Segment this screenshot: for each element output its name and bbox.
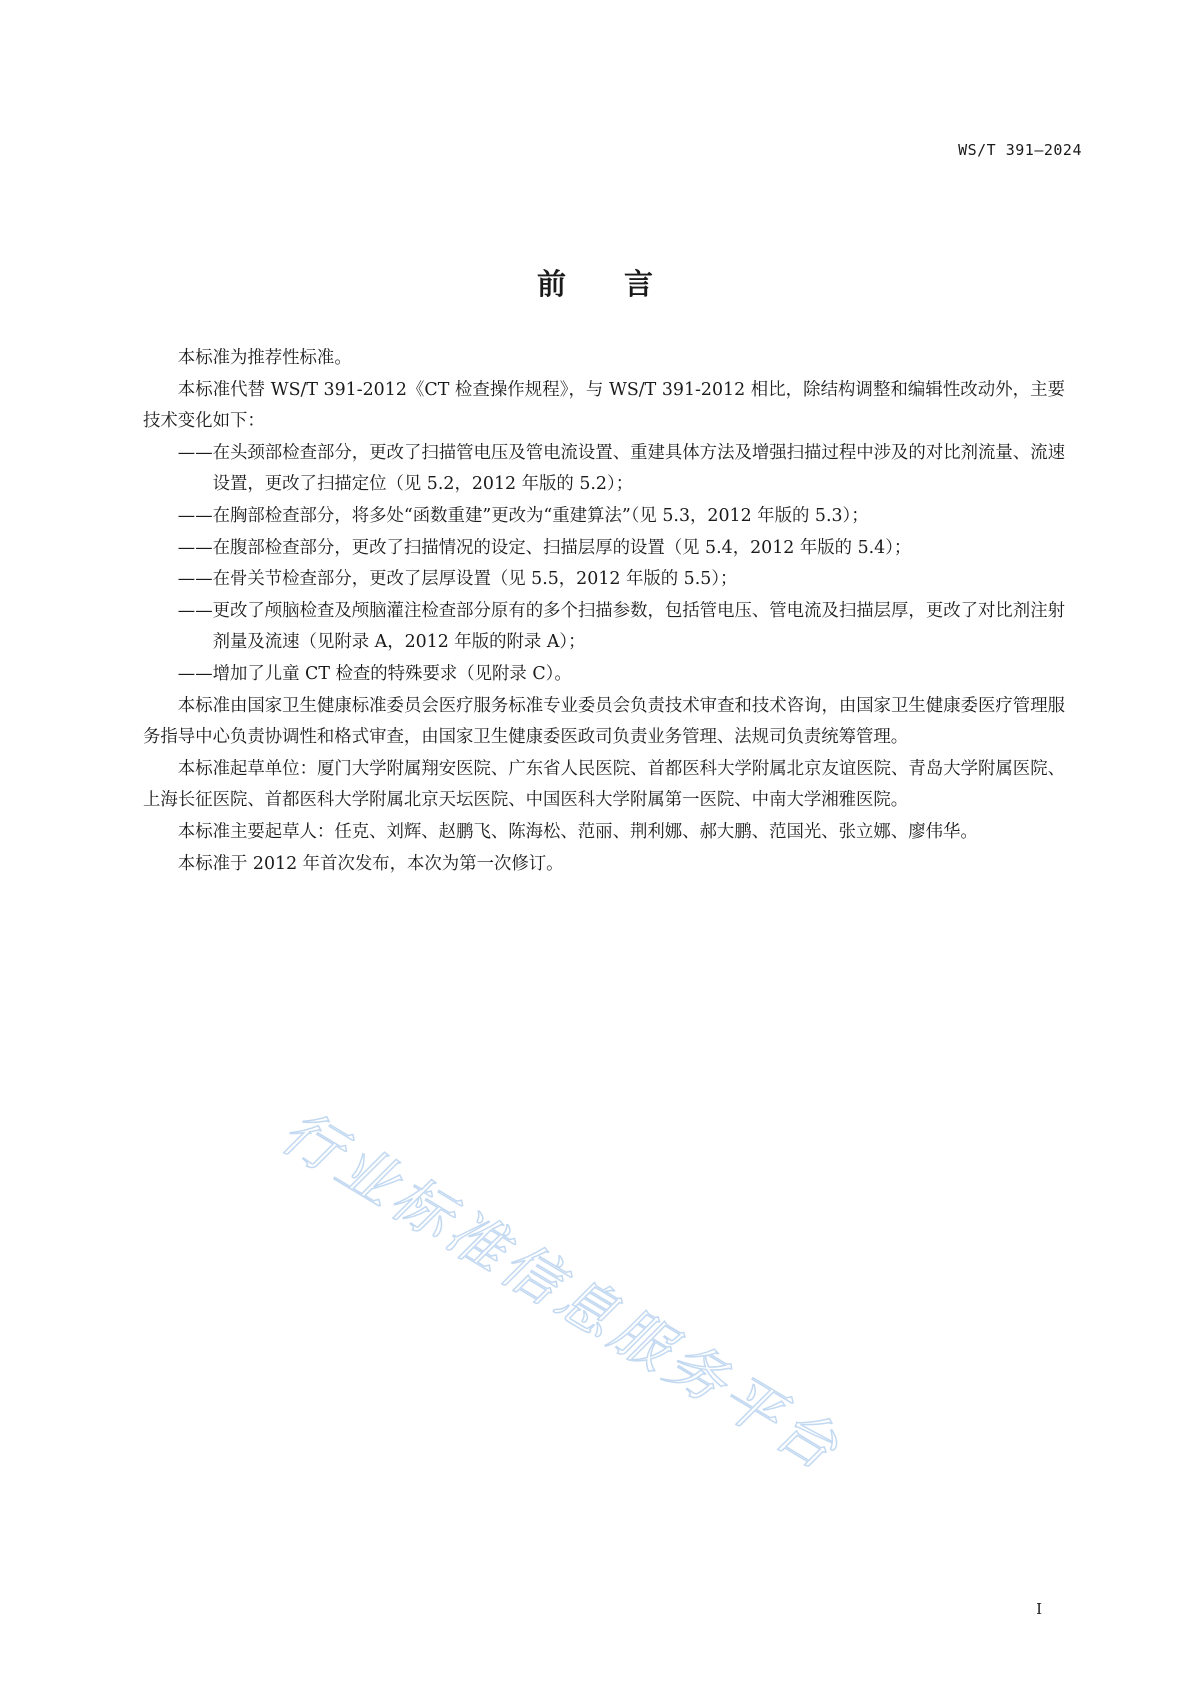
change-item: ——更改了颅脑检查及颅脑灌注检查部分原有的多个扫描参数，包括管电压、管电流及扫描层厚，更改了对比剂注射剂量及流速（见附录 A，2012 年版的附录 A）； — [177, 600, 1065, 653]
page-title: 前言 — [536, 267, 711, 301]
paragraph-recommended: 本标准为推荐性标准。 — [177, 348, 352, 368]
standard-code: WS/T 391—2024 — [958, 141, 1082, 159]
watermark: 行业标准信息服务平台 — [269, 1097, 854, 1486]
change-item: ——增加了儿童 CT 检查的特殊要求（见附录 C）。 — [177, 663, 572, 684]
page-number: I — [1036, 1600, 1042, 1618]
change-item: ——在骨关节检查部分，更改了层厚设置（见 5.5，2012 年版的 5.5）； — [177, 569, 738, 590]
document-body — [143, 343, 1065, 880]
paragraph-replacement: 本标准代替 WS/T 391-2012《CT 检查操作规程》，与 WS/T 391-2012 相比，除结构调整和编辑性改动外，主要技术变化如下： — [143, 379, 1065, 432]
change-item: ——在头颈部检查部分，更改了扫描管电压及管电流设置、重建具体方法及增强扫描过程中涉及的对比剂流量、流速设置，更改了扫描定位（见 5.2，2012 年版的 5.2）； — [177, 442, 1065, 495]
paragraph-drafting-units: 本标准起草单位：厦门大学附属翔安医院、广东省人民医院、首都医科大学附属北京友谊医院、青岛大学附属医院、上海长征医院、首都医科大学附属北京天坛医院、中国医科大学附属第一医院、中南大学湘雅医院。 — [143, 758, 1065, 811]
change-item: ——在胸部检查部分，将多处“函数重建”更改为“重建算法”（见 5.3，2012 年版的 5.3）； — [177, 505, 869, 526]
paragraph-review: 本标准由国家卫生健康标准委员会医疗服务标准专业委员会负责技术审查和技术咨询，由国家卫生健康委医疗管理服务指导中心负责协调性和格式审查，由国家卫生健康委医政司负责业务管理、法规司负责统筹管理。 — [143, 695, 1065, 748]
change-item: ——在腹部检查部分，更改了扫描情况的设定、扫描层厚的设置（见 5.4，2012 年版的 5.4）； — [177, 537, 912, 558]
paragraph-history: 本标准于 2012 年首次发布，本次为第一次修订。 — [177, 853, 564, 874]
paragraph-drafters: 本标准主要起草人：任克、刘辉、赵鹏飞、陈海松、范丽、荆利娜、郝大鹏、范国光、张立娜、廖伟华。 — [177, 821, 978, 842]
